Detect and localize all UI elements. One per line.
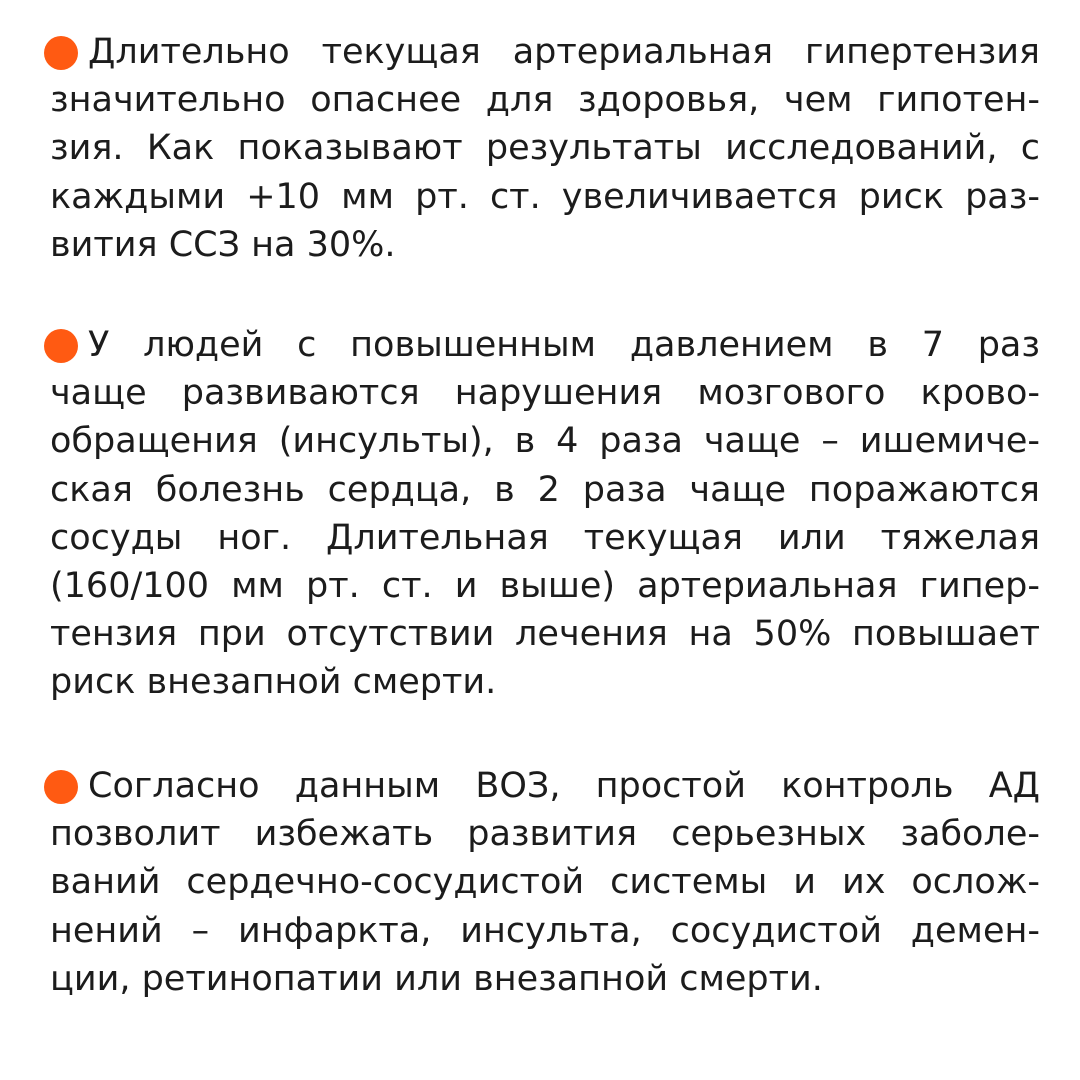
paragraph-line: риск внезапной смерти. — [50, 662, 497, 703]
paragraph-line: вития ССЗ на 30%. — [50, 224, 396, 265]
paragraph-line: обращения (инсульты), в 4 раза чаще – ишемиче- — [50, 421, 1040, 462]
paragraph-line: ции, ретинопатии или внезапной смерти. — [50, 958, 823, 999]
paragraph-line: каждыми +10 мм рт. ст. увеличивается риск раз- — [50, 176, 1040, 217]
bullet-circle-icon — [44, 770, 78, 804]
paragraph-line: зия. Как показывают результаты исследований, с — [50, 128, 1040, 169]
paragraph-high-pressure-risks — [50, 321, 1040, 707]
paragraph-line: тензия при отсутствии лечения на 50% повышает — [50, 614, 1040, 655]
paragraph-who-control — [50, 762, 1040, 1003]
paragraph-line: ваний сердечно-сосудистой системы и их ослож- — [50, 862, 1040, 903]
paragraph-line: значительно опаснее для здоровья, чем гипотен- — [50, 80, 1040, 121]
paragraph-line: (160/100 мм рт. ст. и выше) артериальная гипер- — [50, 565, 1040, 606]
document-page — [50, 0, 1040, 1080]
paragraph-line: чаще развиваются нарушения мозгового крово- — [50, 373, 1040, 414]
paragraph-line: Согласно данным ВОЗ, простой контроль АД — [88, 766, 1040, 806]
paragraph-line: Длительно текущая артериальная гипертензия — [88, 32, 1040, 72]
bullet-circle-icon — [44, 36, 78, 70]
paragraph-hypertension-danger — [50, 28, 1040, 269]
paragraph-line: ская болезнь сердца, в 2 раза чаще поражаются — [50, 469, 1040, 510]
paragraph-line: нений – инфаркта, инсульта, сосудистой демен- — [50, 910, 1040, 951]
paragraph-line: сосуды ног. Длительная текущая или тяжелая — [50, 517, 1040, 558]
paragraph-line: позволит избежать развития серьезных заболе- — [50, 814, 1040, 855]
paragraph-line: У людей с повышенным давлением в 7 раз — [88, 325, 1040, 365]
bullet-circle-icon — [44, 329, 78, 363]
